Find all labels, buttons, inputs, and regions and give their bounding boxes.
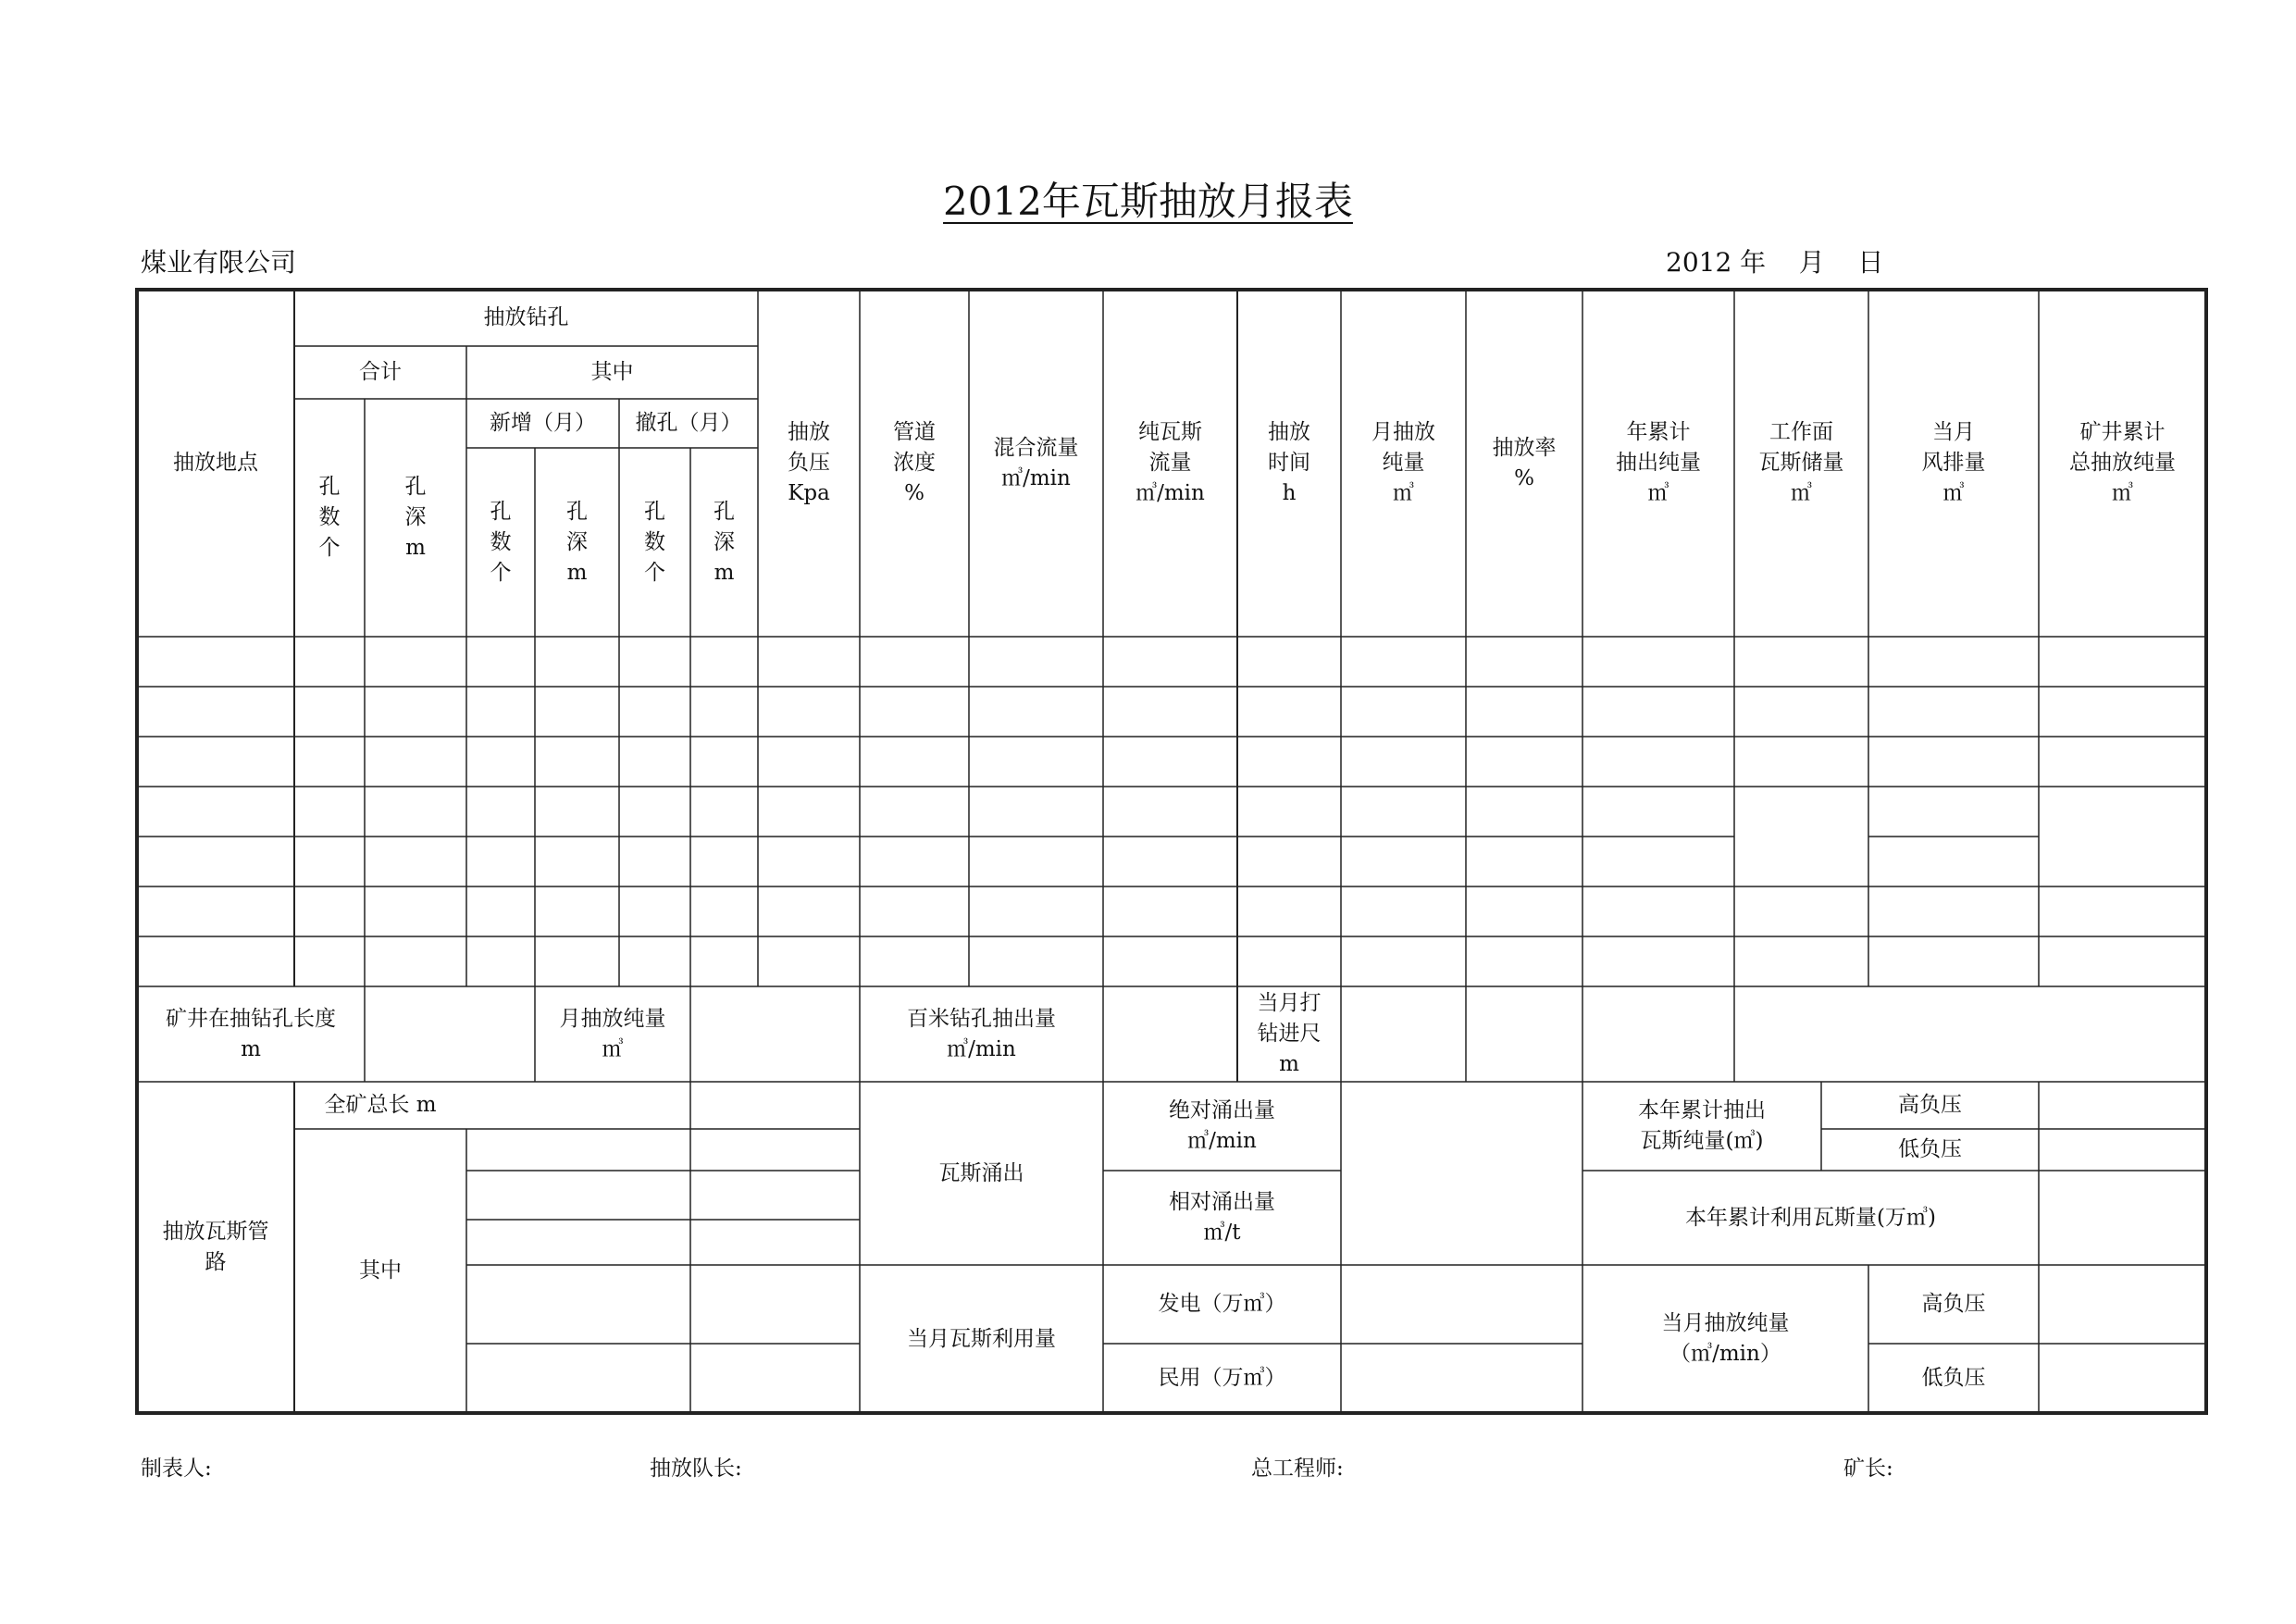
- col-drill-holes: 抽放钻孔: [483, 305, 569, 329]
- col-time: 抽放 时间 h: [1268, 420, 1310, 505]
- gas-emission-label: 瓦斯涌出: [938, 1160, 1024, 1185]
- col-mixed-flow: 混合流量 ㎥/min: [993, 435, 1079, 490]
- col-pressure: 抽放 负压 Kpa: [788, 420, 830, 505]
- col-new-hole-depth: 孔 深 m: [566, 499, 588, 585]
- col-face-reserve: 工作面 瓦斯储量 ㎥: [1758, 420, 1844, 505]
- report-date: 2012 年 月 日: [1666, 247, 1884, 278]
- summary-per-100m: 百米钻孔抽出量 ㎥/min: [907, 1006, 1056, 1061]
- col-monthly-pure: 月抽放 纯量 ㎥: [1371, 420, 1435, 505]
- company-name: 煤业有限公司: [141, 247, 297, 278]
- month-pure-label: 当月抽放纯量 （㎥/min）: [1661, 1311, 1790, 1366]
- relative-emission-label: 相对涌出量 ㎥/t: [1169, 1190, 1275, 1245]
- civil-use-label: 民用（万㎥）: [1158, 1366, 1286, 1390]
- col-of-which: 其中: [590, 360, 634, 384]
- footer-team-leader: 抽放队长:: [650, 1457, 742, 1481]
- month-high-pressure-label: 高负压: [1921, 1292, 1986, 1316]
- summary-drilled: 当月打 钻进尺 m: [1257, 991, 1322, 1076]
- year-high-pressure-label: 高负压: [1898, 1093, 1962, 1117]
- year-low-pressure-label: 低负压: [1898, 1137, 1962, 1161]
- pipeline-total-length: 全矿总长 m: [324, 1093, 437, 1117]
- summary-monthly-pure: 月抽放纯量 ㎥: [559, 1006, 666, 1061]
- col-removed-hole-depth: 孔 深 m: [714, 499, 735, 585]
- col-new-hole-count: 孔 数 个: [490, 499, 512, 585]
- summary-hole-length: 矿井在抽钻孔长度 m: [166, 1006, 336, 1061]
- monthly-utilization-label: 当月瓦斯利用量: [907, 1326, 1056, 1351]
- col-rate: 抽放率 %: [1492, 435, 1557, 490]
- col-pure-flow: 纯瓦斯 流量 ㎥/min: [1136, 420, 1205, 505]
- col-mine-total: 矿井累计 总抽放纯量 ㎥: [2069, 420, 2176, 505]
- col-removed-hole-count: 孔 数 个: [644, 499, 665, 585]
- col-yearly-pure: 年累计 抽出纯量 ㎥: [1616, 420, 1701, 505]
- power-generation-label: 发电（万㎥）: [1158, 1292, 1286, 1316]
- year-pure-label: 本年累计抽出 瓦斯纯量(㎥): [1638, 1098, 1766, 1153]
- col-monthly-exhaust: 当月 风排量 ㎥: [1921, 420, 1986, 505]
- report-title: 2012年瓦斯抽放月报表: [943, 179, 1353, 224]
- footer-mine-director: 矿长:: [1843, 1457, 1893, 1481]
- col-total-hole-depth: 孔 深 m: [404, 475, 427, 560]
- absolute-emission-label: 绝对涌出量 ㎥/min: [1169, 1098, 1275, 1153]
- pipeline-of-which: 其中: [359, 1258, 402, 1283]
- col-total-hole-count: 孔 数 个: [318, 475, 341, 560]
- month-low-pressure-label: 低负压: [1921, 1366, 1986, 1390]
- pipeline-label: 抽放瓦斯管 路: [162, 1220, 269, 1274]
- col-location: 抽放地点: [173, 451, 258, 475]
- col-concentration: 管道 浓度 %: [893, 420, 936, 505]
- col-new-month: 新增（月）: [490, 411, 596, 435]
- col-total: 合计: [359, 360, 402, 384]
- footer-preparer: 制表人:: [141, 1457, 212, 1481]
- footer-chief-engineer: 总工程师:: [1251, 1457, 1344, 1481]
- col-removed-month: 撤孔（月）: [635, 411, 742, 435]
- year-used-label: 本年累计利用瓦斯量(万㎥): [1685, 1205, 1936, 1230]
